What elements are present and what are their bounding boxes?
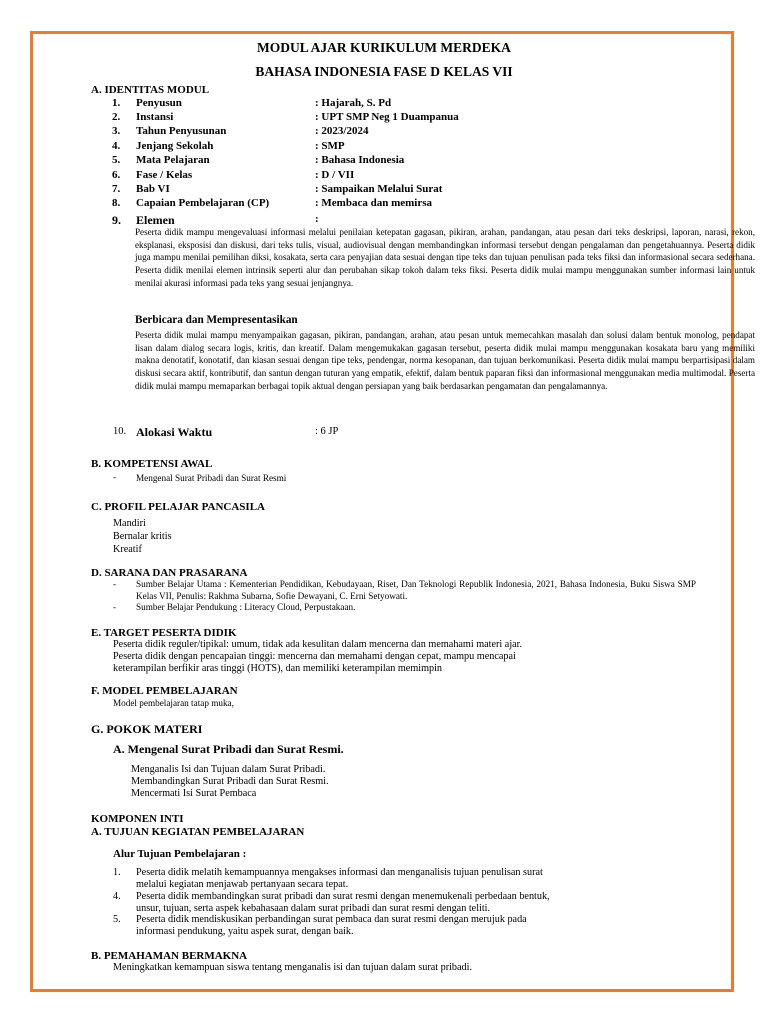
identity-item-value: : D / VII — [315, 169, 355, 181]
section-g-subheading: A. Mengenal Surat Pribadi dan Surat Resmi. — [113, 742, 344, 756]
item10-value: : 6 JP — [315, 426, 339, 437]
goal-line: melalui kegiatan menjawab pertanyaan secara tepat. — [136, 879, 349, 890]
identity-item-number: 3. — [112, 125, 121, 137]
section-g-heading: G. POKOK MATERI — [91, 722, 203, 736]
identity-item-number: 4. — [112, 140, 121, 152]
identity-item-label: Instansi — [136, 111, 174, 123]
item10-num: 10. — [113, 426, 127, 437]
materi-item: Mencermati Isi Surat Pembaca — [131, 788, 257, 799]
sarana-item: Sumber Belajar Utama : Kementerian Pendidikan, Kebudayaan, Riset, Dan Teknologi Republik Indonesia, 2021, Bahasa Indonesia, Buku Siswa SMP Kelas VII, Penulis: Rakhma Subarna, Sofie Dewayani, C. Erni Setyowati. — [136, 579, 696, 601]
berbicara-heading: Berbicara dan Mempresentasikan — [135, 314, 298, 326]
target-line: Peserta didik reguler/tipikal: umum, tidak ada kesulitan dalam mencerna dan memahami materi ajar. — [113, 639, 523, 650]
item9-num: 9. — [112, 213, 121, 227]
materi-item: Membandingkan Surat Pribadi dan Surat Resmi. — [131, 776, 329, 787]
section-c-heading: C. PROFIL PELAJAR PANCASILA — [91, 501, 265, 513]
profil-item: Kreatif — [113, 544, 142, 555]
elemen-paragraph: Peserta didik mampu mengevaluasi informasi melalui penilaian ketepatan gagasan, pikiran, arahan, pandangan, atau pesan dari teks deskripsi, laporan, narasi, rekon, eksplanasi, eksposisi dan diskusi, dari teks tulis, visual, audiovisual dengan membandingkan informasi tersebut dengan pengalaman dan pengetahuannya. Peserta didik juga mampu menilai pemilihan diksi, kosakata, serta cara penyajian data sesuai dengan tipe teks dan tujuan penulisan pada teks fiksi dan informasional secara sederhana. Peserta didik menilai elemen intrinsik seperti alur dan perubahan sikap tokoh dalam teks fiksi. Peserta didik mulai mampu menggunakan sumber informasi lain untuk menilai akurasi informasi pada teks yang sesuai jenjangnya. — [135, 227, 755, 288]
tujuan-heading: A. TUJUAN KEGIATAN PEMBELAJARAN — [91, 826, 305, 838]
materi-item: Menganalis Isi dan Tujuan dalam Surat Pribadi. — [131, 764, 326, 775]
section-a-heading: A. IDENTITAS MODUL — [91, 84, 210, 96]
goal-number: 4. — [113, 891, 121, 902]
sarana-item: Sumber Belajar Pendukung : Literacy Cloud, Perpustakaan. — [136, 602, 356, 612]
identity-item-label: Jenjang Sekolah — [136, 140, 214, 152]
section-f-heading: F. MODEL PEMBELAJARAN — [91, 685, 238, 697]
identity-item-number: 8. — [112, 197, 121, 209]
doc-title-line2: BAHASA INDONESIA FASE D KELAS VII — [255, 64, 513, 79]
target-line: Peserta didik dengan pencapaian tinggi: mencerna dan memahami dengan cepat, mampu mencapai — [113, 651, 516, 662]
komponen-inti-heading: KOMPONEN INTI — [91, 813, 184, 825]
identity-item-label: Mata Pelajaran — [136, 154, 210, 166]
item9-label: Elemen — [136, 213, 175, 227]
identity-item-label: Tahun Penyusunan — [136, 125, 227, 137]
goal-line: Peserta didik mendiskusikan perbandingan surat pembaca dan surat resmi dengan merujuk pada — [136, 914, 527, 925]
item9-value: : — [315, 213, 319, 225]
identity-item-number: 5. — [112, 154, 121, 166]
identity-item-value: : Membaca dan memirsa — [315, 197, 433, 209]
identity-item-label: Capaian Pembelajaran (CP) — [136, 197, 270, 209]
identity-item-label: Fase / Kelas — [136, 169, 193, 181]
identity-item-number: 2. — [112, 111, 121, 123]
item10-label: Alokasi Waktu — [136, 425, 213, 439]
goal-number: 5. — [113, 914, 121, 925]
section-e-heading: E. TARGET PESERTA DIDIK — [91, 627, 237, 639]
pemahaman-heading: B. PEMAHAMAN BERMAKNA — [91, 950, 248, 962]
identity-item-label: Penyusun — [136, 97, 182, 109]
identity-item-value: : Hajarah, S. Pd — [315, 97, 392, 109]
identity-item-label: Bab VI — [136, 183, 170, 195]
doc-title-line1: MODUL AJAR KURIKULUM MERDEKA — [257, 40, 511, 55]
goal-number: 1. — [113, 867, 121, 878]
goal-line: Peserta didik melatih kemampuannya mengakses informasi dan menganalisis tujuan penulisan surat — [136, 867, 543, 878]
identity-item-number: 1. — [112, 97, 121, 109]
goal-line: informasi pendukung, yaitu aspek surat, dengan baik. — [136, 926, 354, 937]
identity-item-value: : SMP — [315, 140, 345, 152]
section-b-item: Mengenal Surat Pribadi dan Surat Resmi — [136, 473, 287, 483]
sarana-bullet: - — [113, 579, 117, 589]
goal-line: unsur, tujuan, serta aspek kebahasaan dalam surat pribadi dan surat resmi dengan teliti. — [136, 903, 491, 914]
identity-item-value: : 2023/2024 — [315, 125, 369, 137]
identity-item-value: : UPT SMP Neg 1 Duampanua — [315, 111, 459, 123]
section-b-heading: B. KOMPETENSI AWAL — [91, 458, 213, 470]
target-line: keterampilan berfikir aras tinggi (HOTS), dan memiliki keterampilan memimpin — [113, 663, 443, 674]
pemahaman-text: Meningkatkan kemampuan siswa tentang menganalis isi dan tujuan dalam surat pribadi. — [113, 962, 473, 973]
identity-item-value: : Sampaikan Melalui Surat — [315, 183, 443, 195]
identity-item-value: : Bahasa Indonesia — [315, 154, 405, 166]
section-d-heading: D. SARANA DAN PRASARANA — [91, 567, 248, 579]
section-b-bullet: - — [113, 472, 117, 482]
identity-item-number: 6. — [112, 169, 121, 181]
profil-item: Mandiri — [113, 518, 146, 529]
identity-item-number: 7. — [112, 183, 121, 195]
alur-heading: Alur Tujuan Pembelajaran : — [113, 848, 247, 860]
berbicara-paragraph: Peserta didik mulai mampu menyampaikan gagasan, pikiran, pandangan, arahan, atau pesan untuk memecahkan masalah dan solusi dalam bentuk monolog, pendapat lisan dalam dialog secara logis, kritis, dan kreatif. Dalam mengemukakan gagasan tersebut, peserta didik mulai mampu menggunakan kosakata baru yang memiliki makna denotatif, konotatif, dan kiasan sesuai dengan tipe teks, pendengar, norma kesopanan, dan tujuan berkomunikasi. Peserta didik mulai mampu berpartisipasi dalam diskusi secara aktif, kontributif, dan santun dengan tuturan yang empatik, efektif, dalam bentuk paparan fiksi dan informasional menggunakan media multimodal. Peserta didik mulai mampu memaparkan berbagai topik aktual dengan persiapan yang baik berdasarkan pengamatan dan pengalamannya. — [135, 330, 755, 391]
sarana-bullet: - — [113, 602, 117, 612]
profil-item: Bernalar kritis — [113, 531, 172, 542]
model-text: Model pembelajaran tatap muka, — [113, 698, 234, 708]
goal-line: Peserta didik membandingkan surat pribadi dan surat resmi dengan menemukenali perbedaan bentuk, — [136, 891, 550, 902]
